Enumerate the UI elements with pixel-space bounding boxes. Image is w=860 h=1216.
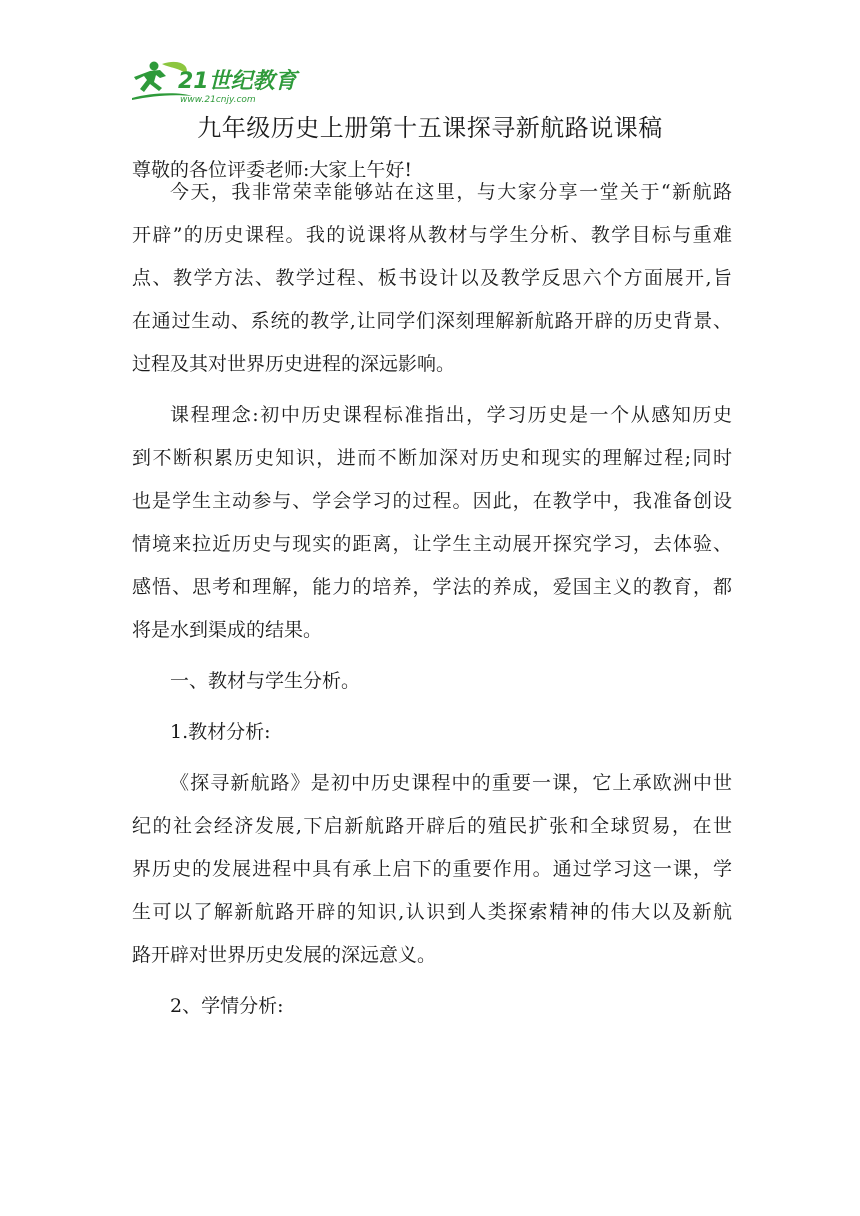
paragraph-line: 今天，我非常荣幸能够站在这里，与大家分享一堂关于“新航路 bbox=[170, 181, 732, 203]
logo-url-text: www.21cnjy.com bbox=[180, 95, 256, 105]
paragraph-line: 将是水到渠成的结果。 bbox=[132, 619, 323, 641]
runner-figure-icon bbox=[134, 70, 166, 92]
subsection-heading: 1.教材分析: bbox=[170, 721, 271, 743]
logo-brand-text: 21世纪教育 bbox=[178, 69, 297, 94]
paragraph-line: 感悟、思考和理解，能力的培养，学法的养成，爱国主义的教育，都 bbox=[132, 576, 732, 598]
paragraph-line: 路开辟对世界历史发展的深远意义。 bbox=[132, 944, 437, 966]
document-title: 九年级历史上册第十五课探寻新航路说课稿 bbox=[197, 114, 663, 142]
paragraph-line: 也是学生主动参与、学会学习的过程。因此，在教学中，我准备创设 bbox=[132, 490, 732, 512]
site-logo bbox=[132, 58, 302, 106]
paragraph-line: 到不断积累历史知识，进而不断加深对历史和现实的理解过程;同时 bbox=[132, 447, 732, 469]
paragraph-line: 点、教学方法、教学过程、板书设计以及教学反思六个方面展开,旨 bbox=[132, 267, 732, 289]
logo-graphic bbox=[132, 58, 302, 106]
paragraph-line: 纪的社会经济发展,下启新航路开辟后的殖民扩张和全球贸易，在世 bbox=[132, 815, 732, 837]
subsection-heading: 2、学情分析: bbox=[170, 995, 284, 1017]
paragraph-line: 课程理念:初中历史课程标准指出，学习历史是一个从感知历史 bbox=[170, 404, 732, 426]
paragraph-line: 在通过生动、系统的教学,让同学们深刻理解新航路开辟的历史背景、 bbox=[132, 310, 732, 332]
paragraph-line: 过程及其对世界历史进程的深远影响。 bbox=[132, 353, 456, 375]
greeting-line: 尊敬的各位评委老师:大家上午好! bbox=[132, 159, 413, 181]
paragraph-line: 开辟”的历史课程。我的说课将从教材与学生分析、教学目标与重难 bbox=[132, 224, 732, 246]
runner-head-icon bbox=[150, 62, 159, 71]
paragraph-line: 《探寻新航路》是初中历史课程中的重要一课，它上承欧洲中世 bbox=[170, 772, 732, 794]
paragraph-line: 情境来拉近历史与现实的距离，让学生主动展开探究学习，去体验、 bbox=[132, 533, 732, 555]
paragraph-line: 生可以了解新航路开辟的知识,认识到人类探索精神的伟大以及新航 bbox=[132, 901, 732, 923]
paragraph-line: 界历史的发展进程中具有承上启下的重要作用。通过学习这一课，学 bbox=[132, 858, 732, 880]
section-heading: 一、教材与学生分析。 bbox=[170, 670, 361, 692]
